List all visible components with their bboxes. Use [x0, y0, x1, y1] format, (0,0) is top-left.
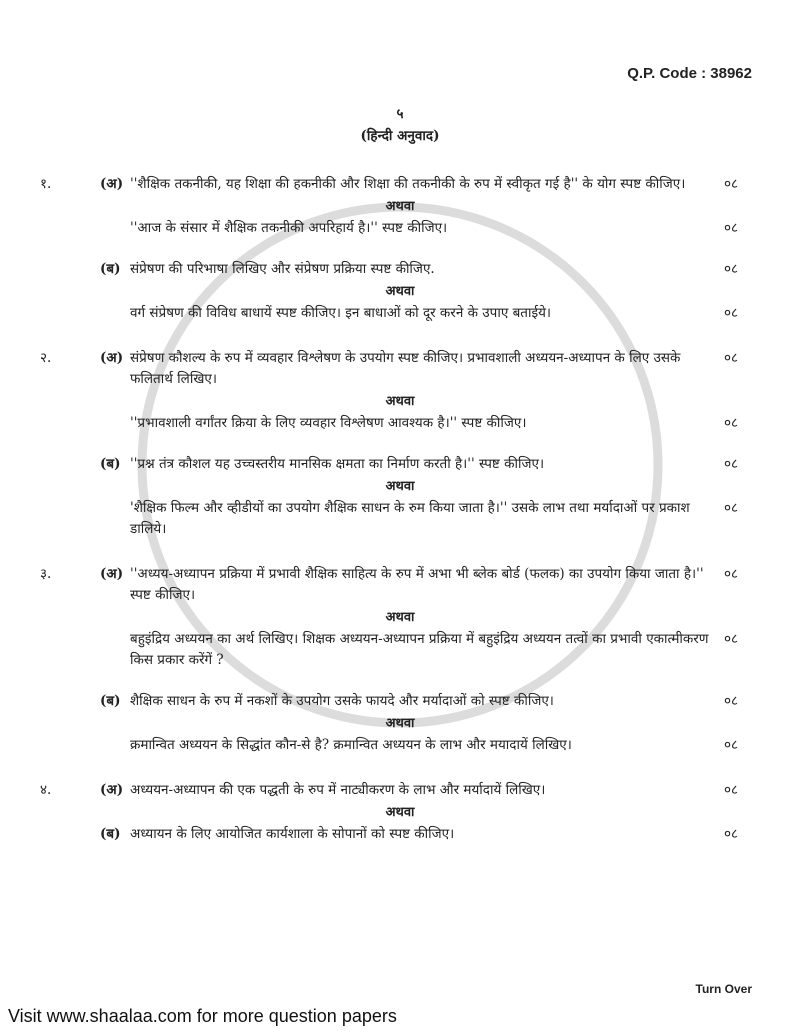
marks: ०८ [724, 566, 739, 582]
or-label: अथवा [385, 284, 415, 299]
or-label: अथवा [385, 479, 415, 494]
or-label: अथवा [385, 394, 415, 409]
question-text: संप्रेषण कौशल्य के रुप में व्यवहार विश्लेषण के उपयोग स्पष्ट कीजिए। प्रभावशाली अध्ययन-अध्यापन के लिए उसके फलितार्थ लिखिए। [130, 350, 681, 387]
question-row [0, 303, 800, 324]
question-number: १. [40, 176, 52, 192]
marks: ०८ [724, 456, 739, 472]
part-label: (ब) [100, 826, 121, 842]
question-text: ''प्रभावशाली वर्गांतर क्रिया के लिए व्यवहार विश्लेषण आवश्यक है।'' स्पष्ट कीजिए। [130, 415, 527, 431]
marks: ०८ [724, 220, 739, 236]
question-text: वर्ग संप्रेषण की विविध बाधायें स्पष्ट कीजिए। इन बाधाओं को दूर करने के उपाए बताईये। [130, 305, 552, 321]
question-row [0, 691, 800, 712]
question-number: ४. [40, 782, 52, 798]
question-row [0, 259, 800, 280]
marks: ०८ [724, 500, 739, 516]
marks: ०८ [724, 261, 739, 277]
question-text: बहुइंद्रिय अध्ययन का अर्थ लिखिए। शिक्षक अध्ययन-अध्यापन प्रक्रिया में बहुइंद्रिय अध्ययन तत्वों का प्रभावी एकात्मीकरण किस प्रकार करेंगें ? [130, 631, 709, 668]
question-row [0, 413, 800, 434]
part-label: (ब) [100, 261, 121, 277]
question-text: संप्रेषण की परिभाषा लिखिए और संप्रेषण प्रक्रिया स्पष्ट कीजिए. [130, 261, 435, 277]
marks: ०८ [724, 631, 739, 647]
question-row [0, 824, 800, 845]
marks: ०८ [724, 350, 739, 366]
page-number: ५ [396, 106, 404, 122]
part-label: (अ) [100, 176, 124, 192]
or-label: अथवा [385, 199, 415, 214]
part-label: (ब) [100, 456, 121, 472]
marks: ०८ [724, 305, 739, 321]
part-label: (अ) [100, 566, 124, 582]
marks: ०८ [724, 415, 739, 431]
question-number: ३. [40, 566, 52, 582]
question-text: अध्ययन-अध्यापन की एक पद्धती के रुप में नाट्यीकरण के लाभ और मर्यादायें लिखिए। [130, 782, 546, 798]
question-text: ''शैक्षिक तकनीकी, यह शिक्षा की हकनीकी और शिक्षा की तकनीकी के रुप में स्वीकृत गई है'' के योग स्पष्ट कीजिए। [130, 176, 686, 192]
question-number: २. [40, 350, 52, 366]
question-row [0, 348, 800, 390]
part-label: (अ) [100, 782, 124, 798]
question-text: ''आज के संसार में शैक्षिक तकनीकी अपरिहार्य है।'' स्पष्ट कीजिए। [130, 220, 448, 236]
or-label: अथवा [385, 716, 415, 731]
qp-code: Q.P. Code : 38962 [627, 65, 752, 82]
question-row [0, 498, 800, 540]
question-row [0, 629, 800, 671]
question-text: ''प्रश्न तंत्र कौशल यह उच्चस्तरीय मानसिक क्षमता का निर्माण करती है।'' स्पष्ट कीजिए। [130, 456, 545, 472]
subtitle: (हिन्दी अनुवाद) [360, 128, 440, 144]
question-text: क्रमान्वित अध्ययन के सिद्धांत कौन-से है? क्रमान्वित अध्ययन के लाभ और मयादायें लिखिए। [130, 737, 572, 753]
or-label: अथवा [385, 610, 415, 625]
question-row [0, 564, 800, 606]
turn-over: Turn Over [695, 982, 752, 996]
question-row [0, 780, 800, 801]
question-text: 'शैक्षिक फिल्म और व्हीडीयों का उपयोग शैक्षिक साधन के रुम किया जाता है।'' उसके लाभ तथा मर्यादाओं पर प्रकाश डालिये। [130, 500, 690, 537]
question-row [0, 454, 800, 475]
question-text: अध्यायन के लिए आयोजित कार्यशाला के सोपानों को स्पष्ट कीजिए। [130, 826, 455, 842]
marks: ०८ [724, 693, 739, 709]
part-label: (अ) [100, 350, 124, 366]
marks: ०८ [724, 826, 739, 842]
question-text: शैक्षिक साधन के रुप में नकशों के उपयोग उसके फायदे और मर्यादाओं को स्पष्ट कीजिए। [130, 693, 554, 709]
part-label: (ब) [100, 693, 121, 709]
question-row [0, 735, 800, 756]
question-text: ''अध्यय-अध्यापन प्रक्रिया में प्रभावी शैक्षिक साहित्य के रुप में अभा भी ब्लेक बोर्ड (फलक) का उपयोग किया जाता है।'' स्पष्ट कीजिए। [130, 566, 704, 603]
marks: ०८ [724, 176, 739, 192]
question-row [0, 218, 800, 239]
footer-visit-link[interactable]: Visit www.shaalaa.com for more question papers [8, 1006, 397, 1026]
question-row [0, 174, 800, 195]
or-label: अथवा [385, 805, 415, 820]
marks: ०८ [724, 782, 739, 798]
marks: ०८ [724, 737, 739, 753]
